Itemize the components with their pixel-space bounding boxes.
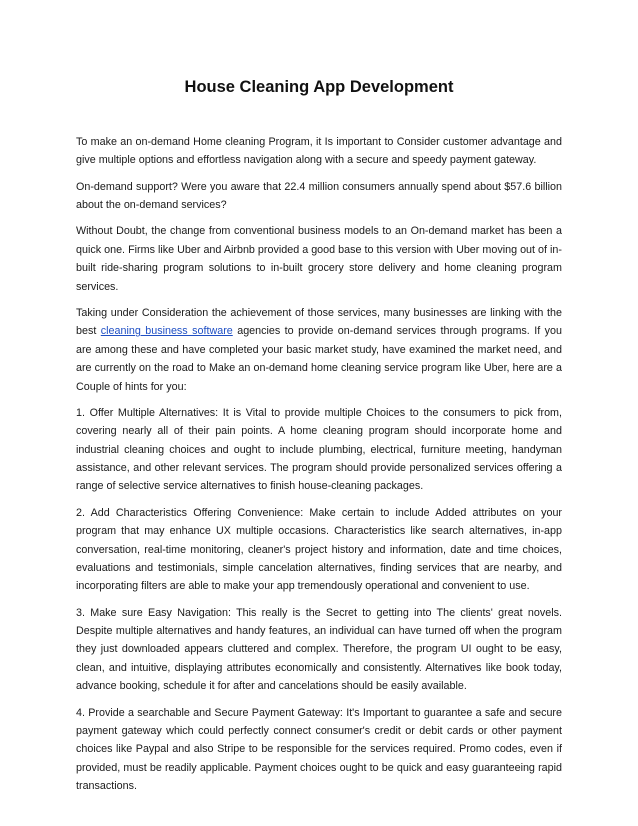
paragraph-consideration-text-start: Taking under Consideration the achievement of those services, many businesses are linking with the best <box>76 306 562 338</box>
cleaning-business-software-link[interactable]: cleaning business software <box>100 325 233 338</box>
paragraph-tip-convenience: 2. Add Characteristics Offering Convenience: Make certain to include Added attributes on your program that may enhance UX multiple occasions. Characteristics like search alternatives, in-app conversation, real-time monitoring, cleaner's project history and information, date and time choices, evaluations and testimonials, simple cancelation alternatives, finding services that are nearby, and incorporating filters are able to make your app tremendously operational and convenient to use. <box>76 506 562 593</box>
paragraph-intro: To make an on-demand Home cleaning Program, it Is important to Consider customer advantage and give multiple options and effortless navigation along with a secure and speedy payment gateway. <box>76 136 562 167</box>
paragraph-tip-payment-gateway: 4. Provide a searchable and Secure Payment Gateway: It's Important to guarantee a safe and secure payment gateway which could perfectly connect consumer's credit or debit cards or other payment choices like Paypal and also Stripe to be responsible for the services required. Promo codes, even if provided, must be readily applicable. Payment choices ought to be quick and easy guaranteeing rapid transactions. <box>76 706 562 793</box>
paragraph-consideration <box>76 304 562 396</box>
paragraph-tip-multiple-alternatives: 1. Offer Multiple Alternatives: It is Vital to provide multiple Choices to the consumers to pick from, covering nearly all of their pain points. A home cleaning program should incorporate home and industrial cleaning choices and ought to include plumbing, electrical, furniture meeting, handyman assistance, and other relevant services. The program should provide personalized services offering a range of selective service alternatives to finish house-cleaning packages. <box>76 406 562 493</box>
document-body <box>76 133 562 803</box>
paragraph-market-shift: Without Doubt, the change from conventional business models to an On-demand market has been a quick one. Firms like Uber and Airbnb provided a good base to this version with Uber moving out of in-built ride-sharing program solutions to in-built grocery store delivery and home cleaning program services. <box>76 225 562 293</box>
paragraph-consideration-text-end: agencies to provide on-demand services through programs. If you are among these and have completed your basic market study, have examined the market need, and are currently on the road to Make an on-demand home cleaning service program like Uber, here are a Couple of hints for you: <box>76 325 562 393</box>
paragraph-tip-navigation: 3. Make sure Easy Navigation: This really is the Secret to getting into The clients' great novels. Despite multiple alternatives and handy features, an individual can have turned off when the program they just downloaded appears cluttered and complex. Therefore, the program UI ought to be easy, clean, and intuitive, displaying attributes economically and consistently. Alternatives like book today, advance booking, schedule it for after and cancelations should be easily available. <box>76 606 562 693</box>
document-title: House Cleaning App Development <box>184 78 454 96</box>
paragraph-on-demand-support: On-demand support? Were you aware that 22.4 million consumers annually spend about $57.6 billion about the on-demand services? <box>76 180 562 212</box>
